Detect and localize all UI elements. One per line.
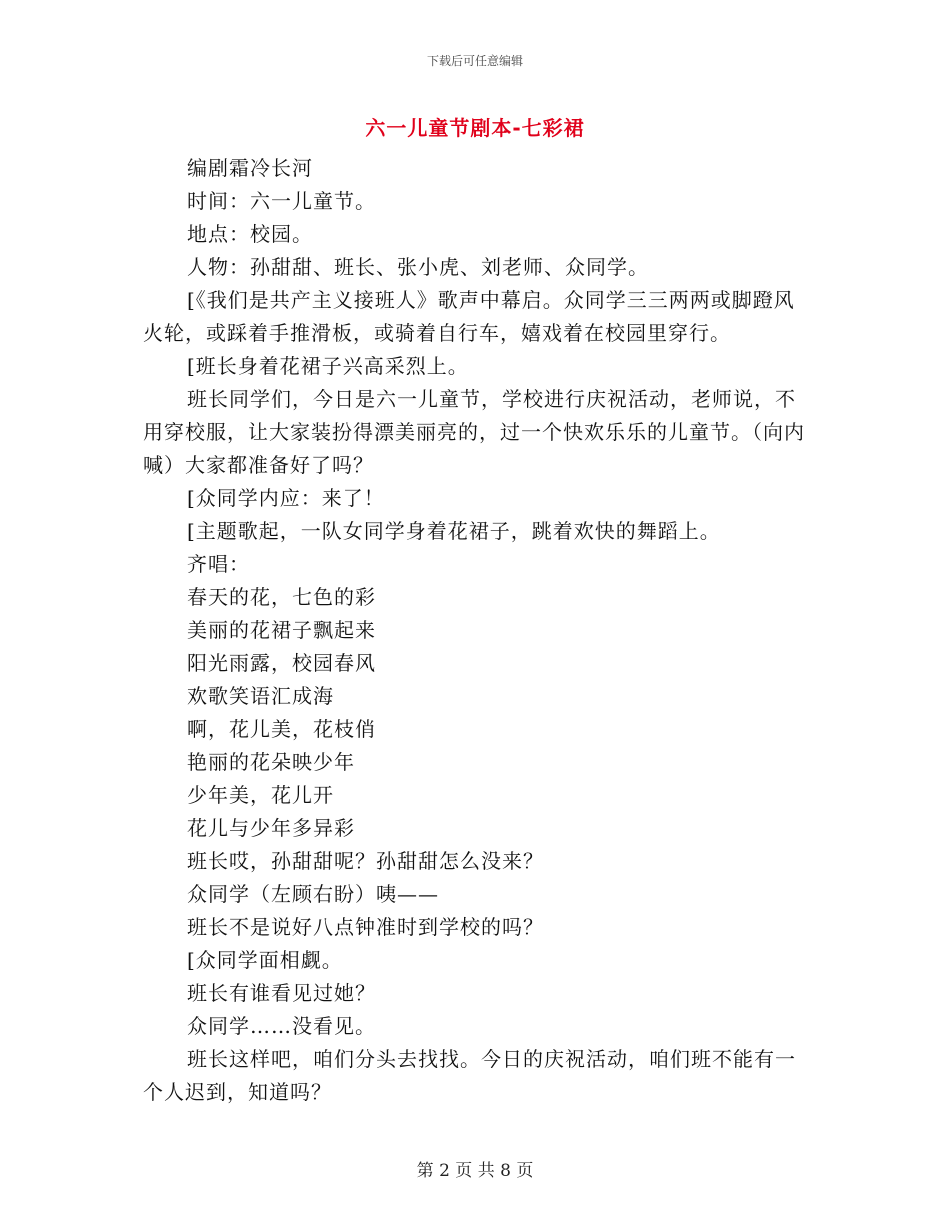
body-paragraph: 地点：校园。	[187, 222, 313, 246]
body-paragraph: [众同学面相觑。	[187, 948, 343, 972]
page-header-note: 下载后可任意编辑	[426, 54, 523, 68]
body-paragraph: 众同学……没看见。	[187, 1014, 376, 1038]
body-paragraph: [班长身着花裙子兴高采烈上。	[187, 354, 469, 378]
body-paragraph: [《我们是共产主义接班人》歌声中幕启。众同学三三两两或脚蹬风火轮，或踩着手推滑板，或骑着自行车，嬉戏着在校园里穿行。	[143, 288, 795, 345]
body-paragraph: 欢歌笑语汇成海	[187, 684, 334, 708]
body-paragraph: 艳丽的花朵映少年	[187, 750, 355, 774]
body-paragraph: 班长这样吧，咱们分头去找找。今日的庆祝活动，咱们班不能有一个人迟到，知道吗？	[143, 1047, 796, 1104]
document-body	[143, 152, 807, 1109]
page-number-footer: 第 2 页 共 8 页	[416, 1161, 534, 1181]
body-paragraph: 班长哎，孙甜甜呢？孙甜甜怎么没来？	[187, 849, 544, 873]
body-paragraph: 时间：六一儿童节。	[187, 189, 376, 213]
body-paragraph: 班长不是说好八点钟准时到学校的吗？	[187, 915, 544, 939]
body-paragraph: 啊，花儿美，花枝俏	[187, 717, 376, 741]
body-paragraph: [众同学内应：来了！	[187, 486, 385, 510]
body-paragraph: 花儿与少年多异彩	[187, 816, 355, 840]
body-paragraph: 春天的花，七色的彩	[187, 585, 376, 609]
body-paragraph: 美丽的花裙子飘起来	[187, 618, 376, 642]
body-paragraph: 班长有谁看见过她？	[187, 981, 376, 1005]
document-title: 六一儿童节剧本-七彩裙	[365, 116, 585, 140]
body-paragraph: 班长同学们，今日是六一儿童节，学校进行庆祝活动，老师说，不用穿校服，让大家装扮得漂美丽亮的，过一个快欢乐乐的儿童节。（向内喊）大家都准备好了吗？	[143, 387, 805, 477]
body-paragraph: 编剧霜冷长河	[187, 156, 313, 180]
body-paragraph: 阳光雨露，校园春风	[187, 651, 376, 675]
body-paragraph: [主题歌起，一队女同学身着花裙子，跳着欢快的舞蹈上。	[187, 519, 721, 543]
body-paragraph: 少年美，花儿开	[187, 783, 334, 807]
body-paragraph: 齐唱：	[187, 552, 250, 576]
body-paragraph: 人物：孙甜甜、班长、张小虎、刘老师、众同学。	[187, 255, 649, 279]
body-paragraph: 众同学（左顾右盼）咦——	[187, 882, 439, 906]
